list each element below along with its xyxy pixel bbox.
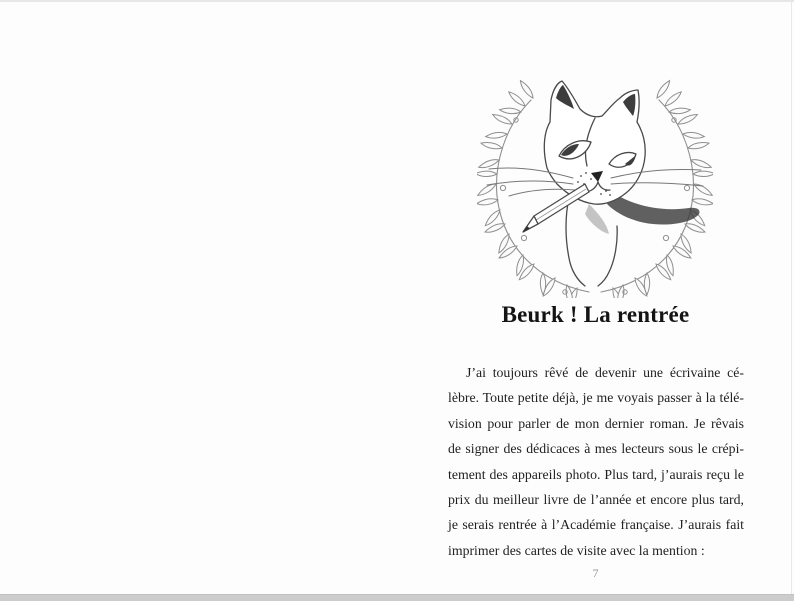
paragraph-line: vision pour parler de mon dernier roman. Je rêvais: [448, 415, 744, 431]
paragraph-line: de signer des dédicaces à mes lecteurs sous le crépi-: [448, 441, 744, 457]
chapter-title: Beurk ! La rentrée: [501, 302, 690, 327]
paragraph-line: lèbre. Toute petite déjà, je me voyais passer à la télé-: [448, 390, 744, 406]
page-right-edge-line: [791, 2, 792, 597]
paragraph-line: prix du meilleur livre de l’année et encore plus tard,: [448, 491, 744, 507]
left-page: [0, 2, 397, 596]
page-number: 7: [592, 566, 599, 580]
cat-body-line: [598, 226, 617, 286]
cat-neck-line: [566, 198, 585, 286]
right-page: [397, 2, 794, 596]
chapter-paragraph: [448, 360, 744, 563]
paragraph-line: je serais rentrée à l’Académie française. J’aurais fait: [448, 517, 744, 533]
cat-chest-shading: [585, 204, 609, 234]
paragraph-line: tement des appareils photo. Plus tard, j’aurais reçu le: [448, 466, 744, 482]
cat-shoulder-shading: [607, 194, 700, 225]
window-bottom-bar: [0, 594, 794, 601]
paragraph-line: J’ai toujours rêvé de devenir une écrivaine cé-: [466, 365, 744, 380]
paragraph-line: imprimer des cartes de visite avec la mention :: [448, 542, 705, 558]
cat-with-pencil-laurel-wreath-illustration: [477, 76, 713, 298]
